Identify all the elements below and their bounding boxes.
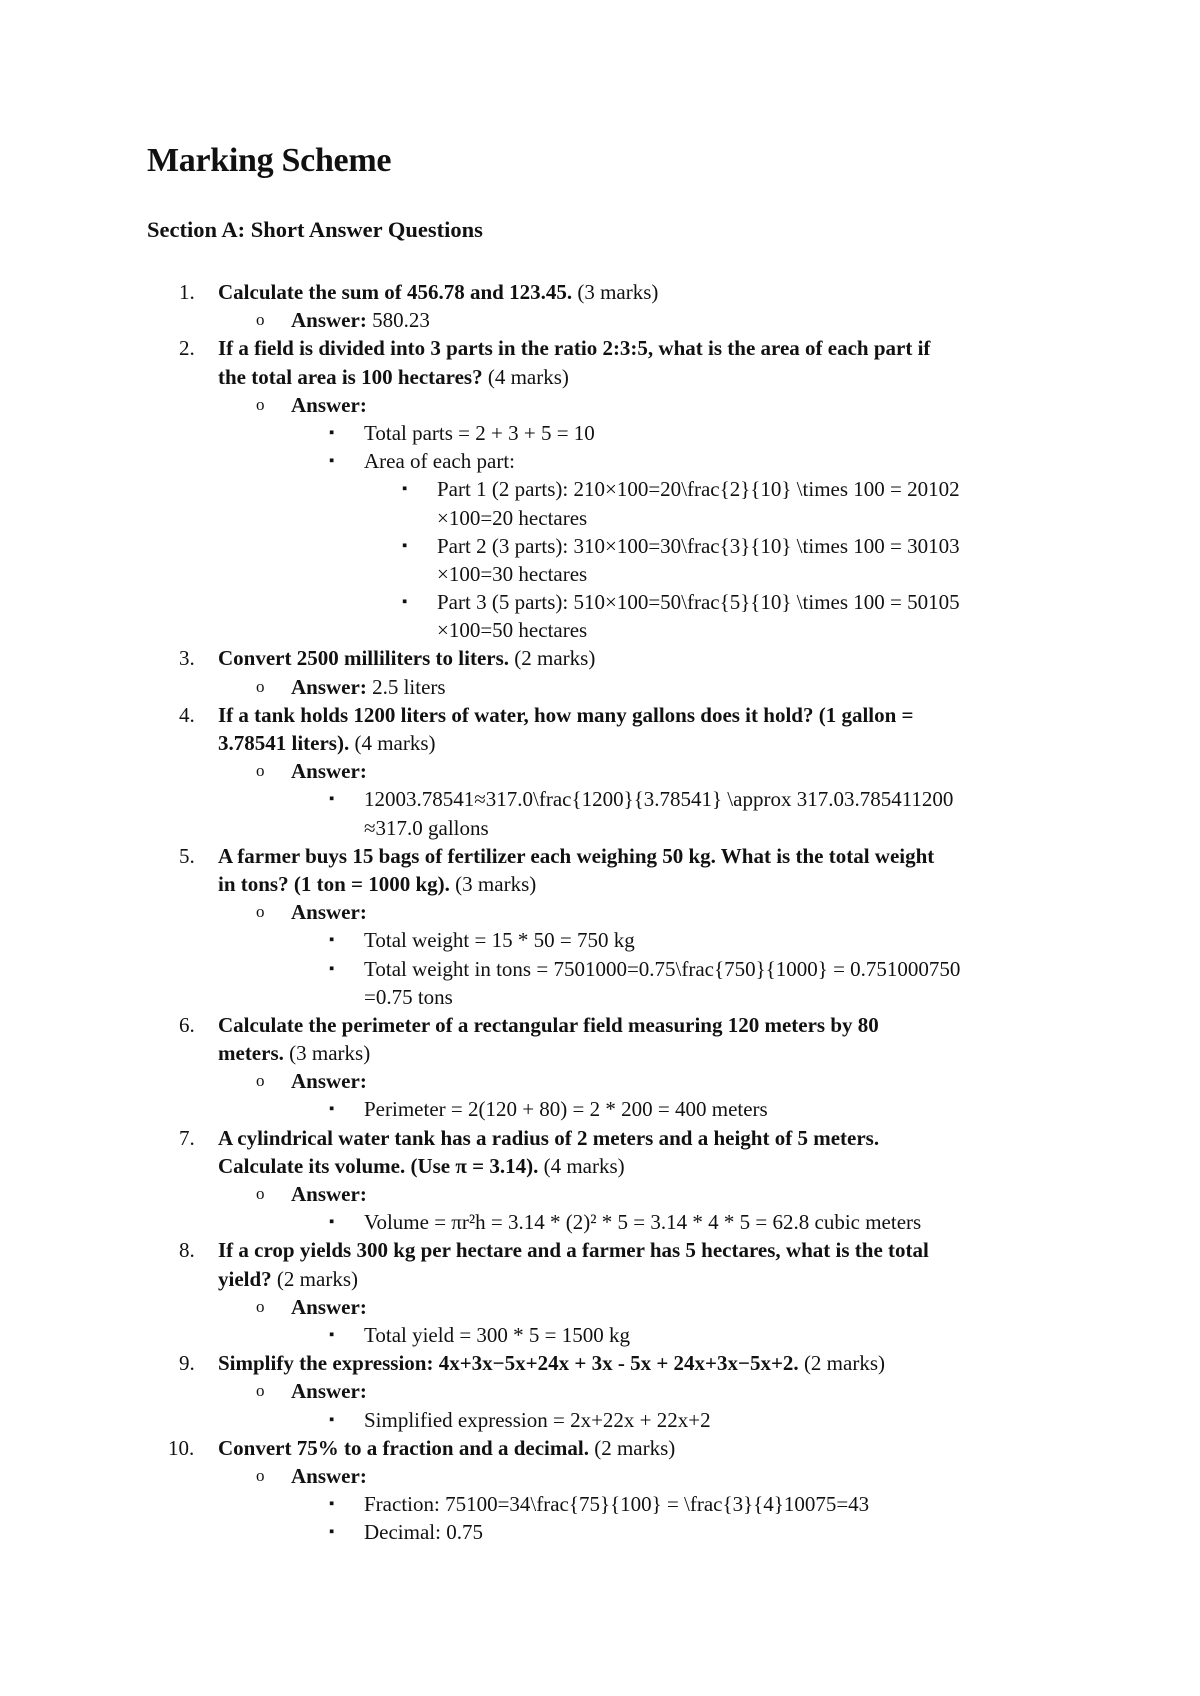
answer-text: ×100=20 hectares <box>437 505 588 530</box>
answer-sub-bullet <box>0 588 1200 616</box>
circle-bullet-icon: o <box>256 394 265 414</box>
question-5-continued <box>0 870 1200 898</box>
answer-text: Part 2 (3 parts): 310×100=30\frac{3}{10} \times 100 = 30103 <box>437 533 960 558</box>
question-9 <box>0 1349 1200 1377</box>
circle-bullet-icon: o <box>256 1465 265 1485</box>
square-bullet-icon: ▪ <box>402 481 408 498</box>
answer-text: ×100=30 hectares <box>437 561 588 586</box>
answer-label: Answer: <box>291 392 367 417</box>
answer-text: 12003.78541≈317.0\frac{1200}{3.78541} \approx 317.03.785411200 <box>364 787 954 812</box>
answer-bullet <box>0 1321 1200 1349</box>
marks-label: (3 marks) <box>572 280 659 304</box>
answer-label: Answer: <box>291 900 367 925</box>
question-number: 3. <box>179 646 195 671</box>
circle-bullet-icon: o <box>256 1071 265 1091</box>
square-bullet-icon: ▪ <box>402 537 408 554</box>
question-number: 2. <box>179 336 195 361</box>
marks-label: (4 marks) <box>349 731 436 755</box>
answer-bullet <box>0 447 1200 475</box>
square-bullet-icon: ▪ <box>329 932 335 949</box>
answer-line <box>0 898 1200 926</box>
answer-text: Perimeter = 2(120 + 80) = 2 * 200 = 400 meters <box>364 1097 768 1122</box>
square-bullet-icon: ▪ <box>329 1411 335 1428</box>
answer-line <box>0 757 1200 785</box>
circle-bullet-icon: o <box>256 1184 265 1203</box>
question-number: 5. <box>179 843 195 868</box>
answer-bullet <box>0 419 1200 447</box>
square-bullet-icon: ▪ <box>329 424 335 441</box>
answer-text: Total weight in tons = 7501000=0.75\frac{750}{1000} = 0.751000750 <box>364 956 961 981</box>
question-text: in tons? (1 ton = 1000 kg). <box>218 871 450 896</box>
question-5 <box>0 842 1200 870</box>
answer-line <box>0 1180 1200 1208</box>
answer-line <box>0 673 1200 701</box>
marks-label: (2 marks) <box>798 1351 885 1376</box>
answer-text: Total weight = 15 * 50 = 750 kg <box>364 928 635 953</box>
answer-text: Part 1 (2 parts): 210×100=20\frac{2}{10} \times 100 = 20102 <box>437 477 960 502</box>
marks-label: (4 marks) <box>482 364 569 389</box>
question-8-continued <box>0 1265 1200 1293</box>
answer-text: Area of each part: <box>364 449 515 474</box>
answer-bullet <box>0 1518 1200 1546</box>
answer-bullet <box>0 955 1200 983</box>
answer-label: Answer: <box>291 759 367 784</box>
question-text: yield? <box>218 1266 272 1291</box>
question-text: Calculate its volume. (Use π = 3.14). <box>218 1153 539 1178</box>
answer-bullet-continued <box>0 814 1200 842</box>
square-bullet-icon: ▪ <box>329 1496 335 1513</box>
answer-sub-bullet-continued <box>0 616 1200 644</box>
answer-line <box>0 391 1200 419</box>
answer-sub-bullet <box>0 532 1200 560</box>
answer-label: Answer: <box>291 1379 367 1404</box>
marks-label: (4 marks) <box>538 1153 625 1178</box>
question-4-continued <box>0 729 1200 757</box>
question-text: Simplify the expression: 4x+3x−5x+24x + 3x - 5x + 24x+3x−5x+2. <box>218 1351 799 1376</box>
answer-text: =0.75 tons <box>364 984 453 1009</box>
square-bullet-icon: ▪ <box>329 1524 335 1541</box>
marks-label: (2 marks) <box>271 1266 358 1291</box>
answer-label: Answer: <box>291 1069 367 1094</box>
marks-label: (3 marks) <box>449 871 537 896</box>
question-2-continued <box>0 363 1200 391</box>
answer-text: Decimal: 0.75 <box>364 1520 483 1545</box>
answer-bullet <box>0 926 1200 954</box>
answer-sub-bullet <box>0 475 1200 503</box>
square-bullet-icon: ▪ <box>329 1101 335 1118</box>
marks-label: (2 marks) <box>509 646 596 671</box>
marks-label: (2 marks) <box>588 1435 676 1460</box>
answer-line <box>0 1067 1200 1095</box>
circle-bullet-icon: o <box>256 761 265 781</box>
square-bullet-icon: ▪ <box>329 1326 335 1343</box>
question-number: 4. <box>179 702 195 727</box>
question-text: Convert 2500 milliliters to liters. <box>218 646 510 671</box>
question-number: 1. <box>179 280 195 304</box>
answer-text: Total yield = 300 * 5 = 1500 kg <box>364 1322 631 1347</box>
answer-line <box>0 1377 1200 1405</box>
question-number: 10. <box>168 1435 195 1460</box>
question-text: 3.78541 liters). <box>218 731 350 755</box>
question-text: Calculate the sum of 456.78 and 123.45. <box>218 280 573 304</box>
answer-text: Fraction: 75100=34\frac{75}{100} = \frac{3}{4}10075=43 <box>364 1492 870 1517</box>
answer-label: Answer: <box>291 1463 367 1488</box>
answer-bullet-continued <box>0 983 1200 1011</box>
question-text: the total area is 100 hectares? <box>218 364 483 389</box>
section-heading: Section A: Short Answer Questions <box>147 217 483 242</box>
question-6 <box>0 1011 1200 1039</box>
answer-bullet <box>0 785 1200 813</box>
question-1 <box>0 278 1200 306</box>
question-3 <box>0 644 1200 672</box>
square-bullet-icon: ▪ <box>329 791 335 808</box>
answer-line <box>0 1462 1200 1490</box>
question-number: 9. <box>179 1351 195 1376</box>
question-text: Convert 75% to a fraction and a decimal. <box>218 1435 589 1460</box>
question-4 <box>0 701 1200 729</box>
answer-label: Answer: <box>291 1182 367 1206</box>
question-text: A farmer buys 15 bags of fertilizer each weighing 50 kg. What is the total weight <box>218 843 935 868</box>
page-title: Marking Scheme <box>147 142 392 179</box>
answer-text: Simplified expression = 2x+22x + 22x+2 <box>364 1407 711 1432</box>
question-number: 7. <box>179 1125 195 1150</box>
question-text: If a crop yields 300 kg per hectare and a farmer has 5 hectares, what is the total <box>218 1238 929 1263</box>
question-number: 8. <box>179 1238 195 1263</box>
circle-bullet-icon: o <box>256 1381 265 1401</box>
question-7-continued <box>0 1152 1200 1180</box>
answer-bullet <box>0 1095 1200 1123</box>
answer-bullet <box>0 1406 1200 1434</box>
answer-sub-bullet-continued <box>0 504 1200 532</box>
circle-bullet-icon: o <box>256 1296 265 1316</box>
question-7 <box>0 1124 1200 1152</box>
answer-text: ×100=50 hectares <box>437 618 588 643</box>
question-8 <box>0 1236 1200 1264</box>
answer-text: 2.5 liters <box>366 674 446 699</box>
answer-text: 580.23 <box>366 308 430 333</box>
answer-label: Answer: <box>291 308 367 333</box>
question-list <box>0 278 1200 1546</box>
answer-label: Answer: <box>291 1294 367 1319</box>
answer-text: Volume = πr²h = 3.14 * (2)² * 5 = 3.14 * 4 * 5 = 62.8 cubic meters <box>364 1210 922 1235</box>
question-2 <box>0 334 1200 362</box>
square-bullet-icon: ▪ <box>329 960 335 977</box>
answer-bullet <box>0 1490 1200 1518</box>
question-text: If a field is divided into 3 parts in the ratio 2:3:5, what is the area of each part if <box>218 336 931 361</box>
answer-text: Part 3 (5 parts): 510×100=50\frac{5}{10} \times 100 = 50105 <box>437 590 960 615</box>
circle-bullet-icon: o <box>256 676 265 696</box>
answer-label: Answer: <box>291 674 367 699</box>
marks-label: (3 marks) <box>283 1041 371 1066</box>
answer-line <box>0 306 1200 334</box>
circle-bullet-icon: o <box>256 310 265 330</box>
answer-bullet <box>0 1208 1200 1236</box>
answer-line <box>0 1293 1200 1321</box>
question-text: Calculate the perimeter of a rectangular field measuring 120 meters by 80 <box>218 1012 879 1037</box>
square-bullet-icon: ▪ <box>402 594 408 611</box>
question-number: 6. <box>179 1012 195 1037</box>
circle-bullet-icon: o <box>256 902 265 922</box>
question-10 <box>0 1434 1200 1462</box>
question-text: meters. <box>218 1041 284 1066</box>
answer-text: ≈317.0 gallons <box>364 815 489 840</box>
square-bullet-icon: ▪ <box>329 453 335 470</box>
answer-text: Total parts = 2 + 3 + 5 = 10 <box>364 420 595 445</box>
answer-sub-bullet-continued <box>0 560 1200 588</box>
square-bullet-icon: ▪ <box>329 1214 335 1231</box>
question-text: If a tank holds 1200 liters of water, how many gallons does it hold? (1 gallon = <box>218 702 914 727</box>
question-text: A cylindrical water tank has a radius of 2 meters and a height of 5 meters. <box>218 1125 880 1150</box>
question-6-continued <box>0 1039 1200 1067</box>
